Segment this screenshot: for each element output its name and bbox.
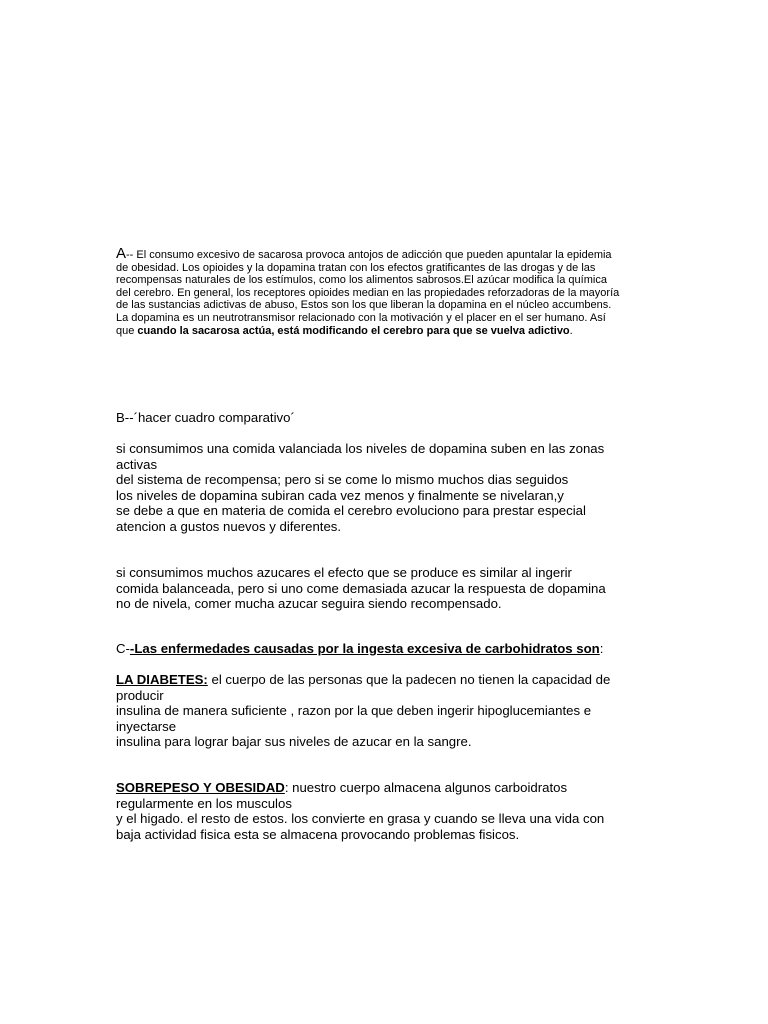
section-b-p1-line: activas [116, 456, 158, 472]
section-b-p1-line: los niveles de dopamina subiran cada vez menos y finalmente se nivelaran,y [116, 487, 564, 503]
diabetes-line: producir [116, 687, 164, 703]
sobrepeso-line: regularmente en los musculos [116, 795, 292, 811]
section-b-p1-line: si consumimos una comida valanciada los niveles de dopamina suben en las zonas [116, 441, 605, 456]
section-a-line-6: La dopamina es un neutrotransmisor relacionado con la motivación y el placer en el ser humano. Así [116, 311, 606, 324]
section-c-colon: : [599, 641, 604, 656]
diabetes-text: el cuerpo de las personas que la padecen no tienen la capacidad de [207, 672, 611, 687]
section-a [116, 245, 656, 337]
section-a-last-end: . [569, 324, 573, 337]
section-a-line-2: de obesidad. Los opioides y la dopamina tratan con los efectos gratificantes de las drogas y de las [116, 261, 596, 274]
section-b-p2-line: no de nivela, comer mucha azucar seguira siendo recompensado. [116, 596, 502, 611]
section-b-heading [116, 410, 656, 426]
section-b-p1-line: del sistema de recompensa; pero si se come lo mismo muchos dias seguidos [116, 472, 569, 487]
diabetes-paragraph [116, 672, 656, 750]
sobrepeso-text: : nuestro cuerpo almacena algunos carboidratos [284, 780, 568, 795]
section-c-prefix: C- [116, 641, 130, 656]
section-b-paragraph-1 [116, 441, 656, 534]
section-a-line-3: recompensas naturales de los estímulos, como los alimentos sabrosos.El azúcar modifica la química [116, 274, 607, 287]
diabetes-title: LA DIABETES: [116, 672, 208, 687]
section-a-conclusion: cuando la sacarosa actúa, está modificando el cerebro para que se vuelva adictivo [137, 324, 570, 337]
section-a-letter: A [116, 245, 127, 262]
section-a-dashes: -- [126, 249, 134, 261]
diabetes-line: insulina de manera suficiente , razon por la que deben ingerir hipoglucemiantes e [116, 703, 592, 718]
sobrepeso-title: SOBREPESO Y OBESIDAD [116, 780, 285, 795]
section-a-line-1 [116, 245, 656, 262]
section-c-heading [116, 641, 656, 657]
diabetes-line-1 [116, 672, 656, 688]
section-b-p2-line: si consumimos muchos azucares el efecto que se produce es similar al ingerir [116, 565, 572, 580]
section-a-line-5: de las sustancias adictivas de abuso, Estos son los que liberan la dopamina en el núcleo accumbens. [116, 299, 612, 312]
diabetes-line: inyectarse [116, 718, 177, 734]
section-b-p1-line: atencion a gustos nuevos y diferentes. [116, 518, 342, 534]
sobrepeso-line: baja actividad fisica esta se almacena provocando problemas fisicos. [116, 826, 520, 842]
section-c-title: -Las enfermedades causadas por la ingesta excesiva de carbohidratos son [129, 641, 600, 656]
section-a-last-start: que [116, 324, 138, 337]
sobrepeso-paragraph [116, 780, 656, 842]
section-a-text: El consumo excesivo de sacarosa provoca antojos de adicción que pueden apuntalar la epidemia [133, 249, 612, 261]
diabetes-line: insulina para lograr bajar sus niveles de azucar en la sangre. [116, 734, 472, 749]
section-a-line-7 [116, 325, 656, 338]
section-b-p2-line: comida balanceada, pero si uno come demasiada azucar la respuesta de dopamina [116, 580, 606, 596]
sobrepeso-line: y el higado. el resto de estos. los convierte en grasa y cuando se lleva una vida con [116, 811, 605, 826]
section-b-heading-text: B--´hacer cuadro comparativo´ [116, 410, 295, 425]
section-c-heading-line [116, 641, 656, 657]
section-b-p1-line: se debe a que en materia de comida el cerebro evoluciono para prestar especial [116, 503, 586, 518]
sobrepeso-line-1 [116, 780, 656, 796]
section-a-line-4: del cerebro. En general, los receptores opioides median en las propiedades reforzadoras de la mayoría [116, 286, 620, 299]
section-b-paragraph-2 [116, 565, 656, 612]
